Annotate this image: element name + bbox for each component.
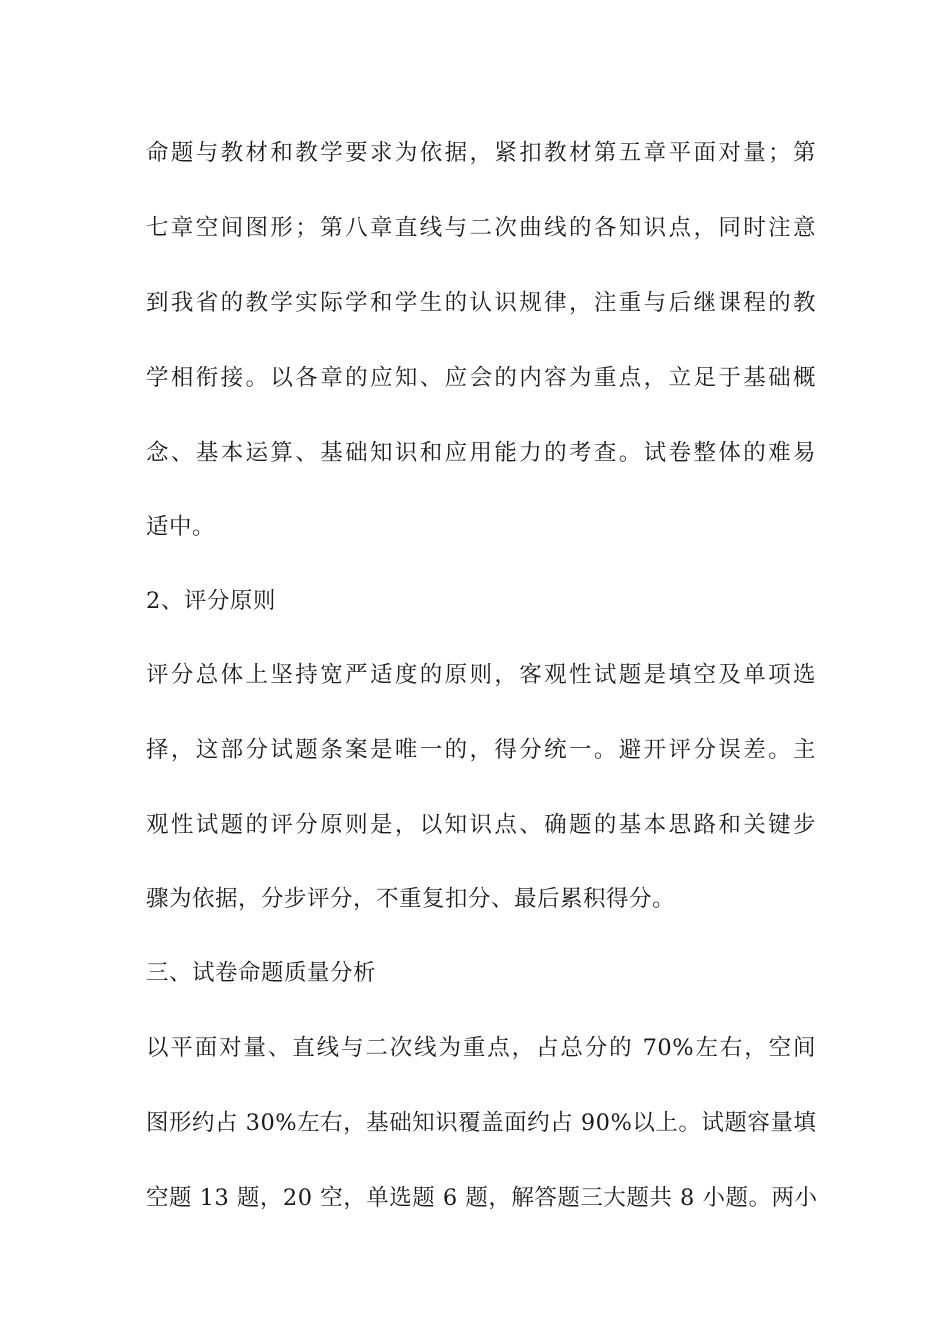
paragraph-line: 到我省的教学实际学和学生的认识规律，注重与后继课程的教 [146,290,816,316]
paragraph-line: 命题与教材和教学要求为依据，紧扣教材第五章平面对量；第 [146,140,816,166]
paragraph-line: 适中。 [146,514,216,540]
paragraph-line: 择，这部分试题条案是唯一的，得分统一。避开评分误差。主 [146,737,816,763]
paragraph-line: 评分总体上坚持宽严适度的原则，客观性试题是填空及单项选 [146,662,816,688]
paragraph-line: 七章空间图形；第八章直线与二次曲线的各知识点，同时注意 [146,215,816,241]
paragraph-line: 骤为依据，分步评分，不重复扣分、最后累积得分。 [146,886,676,912]
paragraph-line: 念、基本运算、基础知识和应用能力的考查。试卷整体的难易 [146,440,816,466]
section-heading: 三、试卷命题质量分析 [146,960,377,986]
section-heading: 2、评分原则 [146,588,276,614]
paragraph-line: 学相衔接。以各章的应知、应会的内容为重点，立足于基础概 [146,365,816,391]
paragraph-line: 观性试题的评分原则是，以知识点、确题的基本思路和关键步 [146,812,816,838]
paragraph-line: 空题 13 题，20 空，单选题 6 题，解答题三大题共 8 小题。两小 [146,1185,818,1211]
paragraph-line: 图形约占 30%左右，基础知识覆盖面约占 90%以上。试题容量填 [146,1110,817,1136]
paragraph-line: 以平面对量、直线与二次线为重点，占总分的 70%左右，空间 [146,1035,816,1061]
